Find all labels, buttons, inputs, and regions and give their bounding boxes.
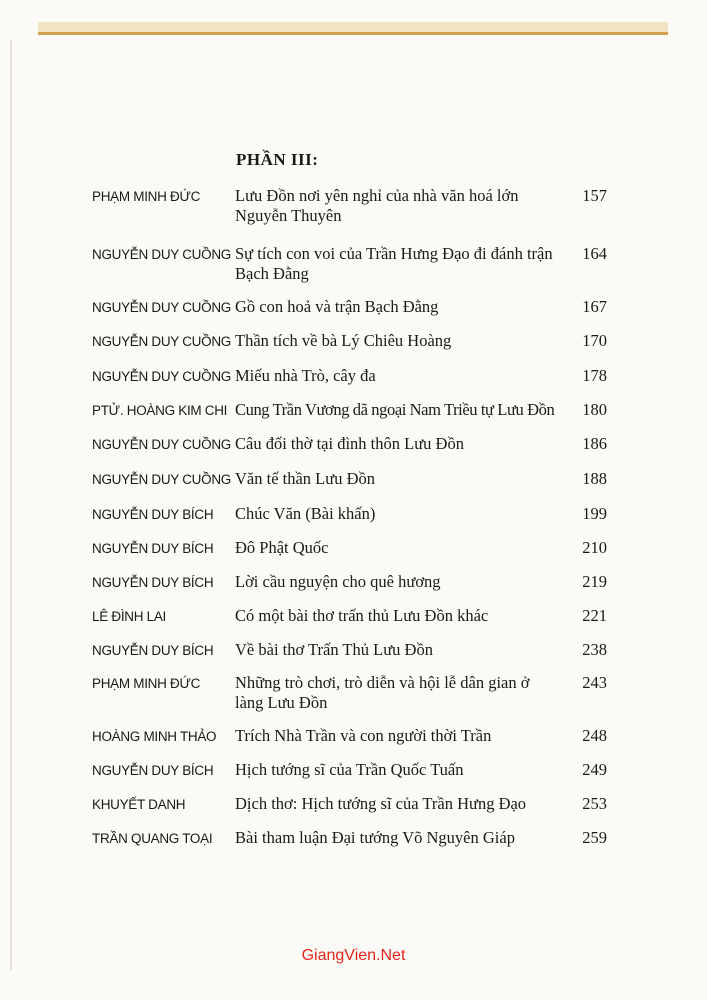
entry-title: Gồ con hoả và trận Bạch Đằng xyxy=(235,297,439,316)
entry-page: 164 xyxy=(582,244,607,263)
entry-author: TRẦN QUANG TOẠI xyxy=(92,831,213,846)
entry-page: 170 xyxy=(582,331,607,350)
entry-page: 238 xyxy=(582,640,607,659)
entry-author: NGUYỄN DUY BÍCH xyxy=(92,541,214,556)
entry-title: Thần tích về bà Lý Chiêu Hoàng xyxy=(235,331,452,350)
entry-author: NGUYỄN DUY BÍCH xyxy=(92,507,214,522)
entry-author: NGUYỄN DUY BÍCH xyxy=(92,575,214,590)
entry-title: Sự tích con voi của Trần Hưng Đạo đi đánh trận Bạch Đằng xyxy=(235,244,553,283)
entry-title: Miếu nhà Trò, cây đa xyxy=(235,366,376,385)
entry-page: 253 xyxy=(582,794,607,813)
entry-author: NGUYỄN DUY BÍCH xyxy=(92,763,214,778)
entry-author: PHẠM MINH ĐỨC xyxy=(92,676,201,691)
toc-entry xyxy=(0,673,707,713)
entry-title: Cung Trần Vương dã ngoại Nam Triều tự Lưu Đồn xyxy=(235,400,555,419)
entry-page: 249 xyxy=(582,760,607,779)
toc-entry xyxy=(0,828,707,868)
entry-title: Câu đối thờ tại đình thôn Lưu Đồn xyxy=(235,434,464,453)
entry-page: 188 xyxy=(582,469,607,488)
entry-page: 221 xyxy=(582,606,607,625)
page-top-edge xyxy=(38,22,668,35)
entry-title: Lời cầu nguyện cho quê hương xyxy=(235,572,441,591)
entry-page: 178 xyxy=(582,366,607,385)
entry-title: Những trò chơi, trò diễn và hội lễ dân gian ở làng Lưu Đồn xyxy=(235,673,530,712)
toc-entry xyxy=(0,434,707,474)
toc-entry xyxy=(0,469,707,509)
entry-page: 248 xyxy=(582,726,607,745)
entry-title: Đô Phật Quốc xyxy=(235,538,329,557)
entry-title: Văn tế thần Lưu Đồn xyxy=(235,469,375,488)
entry-page: 259 xyxy=(582,828,607,847)
watermark-text: GiangVien.Net xyxy=(301,947,406,964)
toc-entry xyxy=(0,244,707,284)
entry-author: PHẠM MINH ĐỨC xyxy=(92,189,201,204)
entry-title: Lưu Đồn nơi yên nghỉ của nhà văn hoá lớn Nguyễn Thuyên xyxy=(235,186,519,225)
entry-author: LÊ ĐÌNH LAI xyxy=(92,609,166,624)
entry-page: 167 xyxy=(582,297,607,316)
entry-page: 199 xyxy=(582,504,607,523)
entry-author: PTỬ. HOÀNG KIM CHI xyxy=(92,403,228,418)
entry-page: 157 xyxy=(582,186,607,205)
entry-title: Dịch thơ: Hịch tướng sĩ của Trần Hưng Đạo xyxy=(235,794,527,813)
entry-title: Hịch tướng sĩ của Trần Quốc Tuấn xyxy=(235,760,464,779)
entry-page: 210 xyxy=(582,538,607,557)
entry-page: 243 xyxy=(582,673,607,692)
entry-author: NGUYỄN DUY BÍCH xyxy=(92,643,214,658)
entry-title: Bài tham luận Đại tướng Võ Nguyên Giáp xyxy=(235,828,515,847)
entry-author: NGUYỄN DUY CUỒNG xyxy=(92,472,231,487)
toc-entry xyxy=(0,186,707,226)
entry-author: NGUYỄN DUY CUỒNG xyxy=(92,437,231,452)
entry-page: 180 xyxy=(582,400,607,419)
toc-entry xyxy=(0,331,707,371)
entry-page: 219 xyxy=(582,572,607,591)
entry-author: NGUYỄN DUY CUỒNG xyxy=(92,247,231,262)
entry-title: Trích Nhà Trần và con người thời Trần xyxy=(235,726,492,745)
section-heading: PHẦN III: xyxy=(236,150,319,169)
entry-title: Chúc Văn (Bài khấn) xyxy=(235,504,376,523)
entry-author: NGUYỄN DUY CUỒNG xyxy=(92,300,231,315)
entry-author: HOÀNG MINH THẢO xyxy=(92,729,217,744)
entry-title: Về bài thơ Trấn Thủ Lưu Đồn xyxy=(235,640,433,659)
entry-author: NGUYỄN DUY CUỒNG xyxy=(92,369,231,384)
entry-title: Có một bài thơ trấn thủ Lưu Đồn khác xyxy=(235,606,489,625)
entry-page: 186 xyxy=(582,434,607,453)
entry-author: NGUYỄN DUY CUỒNG xyxy=(92,334,231,349)
entry-author: KHUYẾT DANH xyxy=(92,797,186,812)
